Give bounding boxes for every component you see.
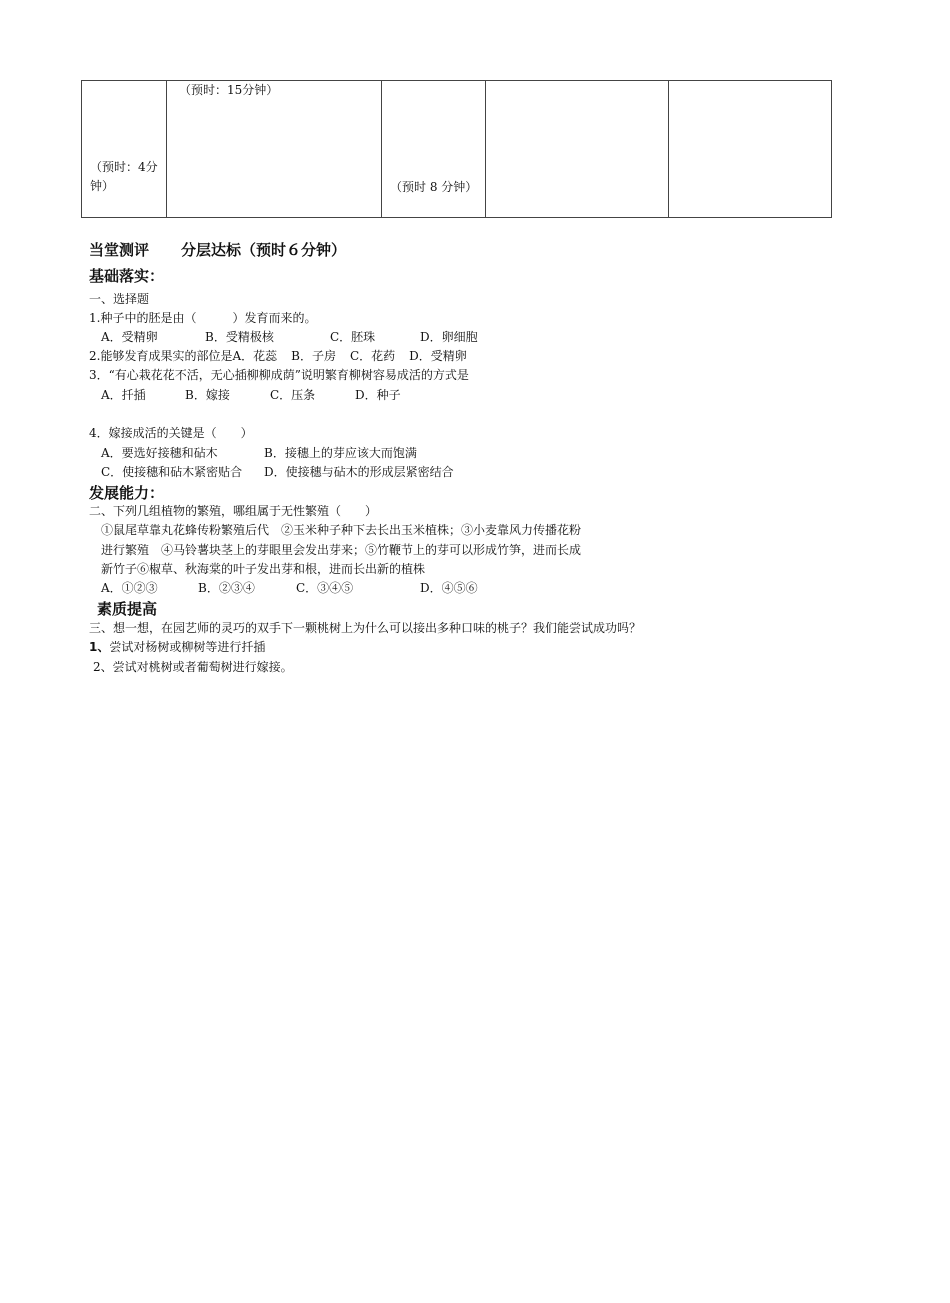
part-three-question: 三、想一想，在园艺师的灵巧的双手下一颗桃树上为什么可以接出多种口味的桃子？我们能尝试成功吗？ [89, 621, 642, 635]
task-1-text: 尝试对杨树或柳树等进行扦插 [109, 640, 266, 654]
part-two-items-line-3: 新竹子⑥椒草、秋海棠的叶子发出芽和根，进而长出新的植株 [101, 562, 426, 576]
section-title [89, 240, 346, 260]
time-note-4min: （预时：4分钟） [90, 160, 158, 193]
quality-heading: 素质提高 [97, 600, 158, 618]
q2-line [89, 347, 467, 366]
part-two-items-line-2: 进行繁殖 ④马铃薯块茎上的芽眼里会发出芽来；⑤竹鞭节上的芽可以形成竹笋，进而长成 [101, 543, 582, 557]
q1-option-b: B．受精极核 [205, 330, 274, 344]
time-note-15min: （预时：15分钟） [179, 83, 279, 97]
q4-option-c: C．使接穗和砧木紧密贴合 [101, 465, 243, 479]
q3-option-a: A．扦插 [101, 388, 146, 402]
part-two-option-d: D．④⑤⑥ [420, 581, 478, 595]
table-cell-5 [669, 81, 832, 218]
task-1 [89, 638, 265, 657]
section-title-right: 分层达标（预时６分钟） [181, 241, 347, 259]
part-two-option-a: A．①②③ [101, 581, 158, 595]
part-two-option-c: C．③④⑤ [296, 581, 354, 595]
table-cell-4 [486, 81, 669, 218]
q1-option-a: A．受精卵 [101, 330, 158, 344]
table-cell-1 [82, 81, 167, 218]
q2-option-b: B．子房 [291, 349, 336, 363]
part-two-option-b: B．②③④ [198, 581, 255, 595]
q4-option-a: A．要选好接穗和砧木 [101, 446, 218, 460]
q2-option-c: C．花药 [349, 349, 396, 363]
q4-option-b: B．接穗上的芽应该大而饱满 [264, 446, 417, 460]
table-cell-3 [382, 81, 486, 218]
table-cell-2 [167, 81, 382, 218]
ability-heading: 发展能力： [89, 484, 165, 502]
q3-stem: 3．“有心栽花花不活，无心插柳柳成荫”说明繁育柳树容易成活的方式是 [89, 368, 469, 382]
q3-option-b: B．嫁接 [185, 388, 230, 402]
time-note-8min: （预时 8 分钟） [390, 180, 478, 194]
q4-option-d: D．使接穗与砧木的形成层紧密结合 [264, 465, 454, 479]
q2-option-d: D．受精卵 [409, 349, 467, 363]
part-one-label: 一、选择题 [89, 292, 150, 306]
q4-stem: 4．嫁接成活的关键是（ ） [89, 426, 253, 440]
task-1-number: 1、 [89, 640, 110, 654]
part-two-stem: 二、下列几组植物的繁殖，哪组属于无性繁殖（ ） [89, 504, 378, 518]
q2-stem: 2.能够发育成果实的部位是 [89, 349, 233, 363]
part-two-items-line-1: ①鼠尾草靠丸花蜂传粉繁殖后代 ②玉米种子种下去长出玉米植株；③小麦靠风力传播花粉 [101, 523, 582, 537]
q3-option-c: C．压条 [270, 388, 316, 402]
q1-option-c: C．胚珠 [330, 330, 376, 344]
basic-heading: 基础落实： [89, 267, 165, 285]
q1-option-d: D．卵细胞 [420, 330, 478, 344]
section-title-left: 当堂测评 [89, 241, 150, 259]
q2-option-a: A．花蕊 [232, 349, 278, 363]
task-2: 2、尝试对桃树或者葡萄树进行嫁接。 [93, 660, 293, 674]
q1-stem: 1.种子中的胚是由（ ）发育而来的。 [89, 311, 317, 325]
q3-option-d: D．种子 [355, 388, 401, 402]
lesson-time-table [81, 80, 832, 218]
